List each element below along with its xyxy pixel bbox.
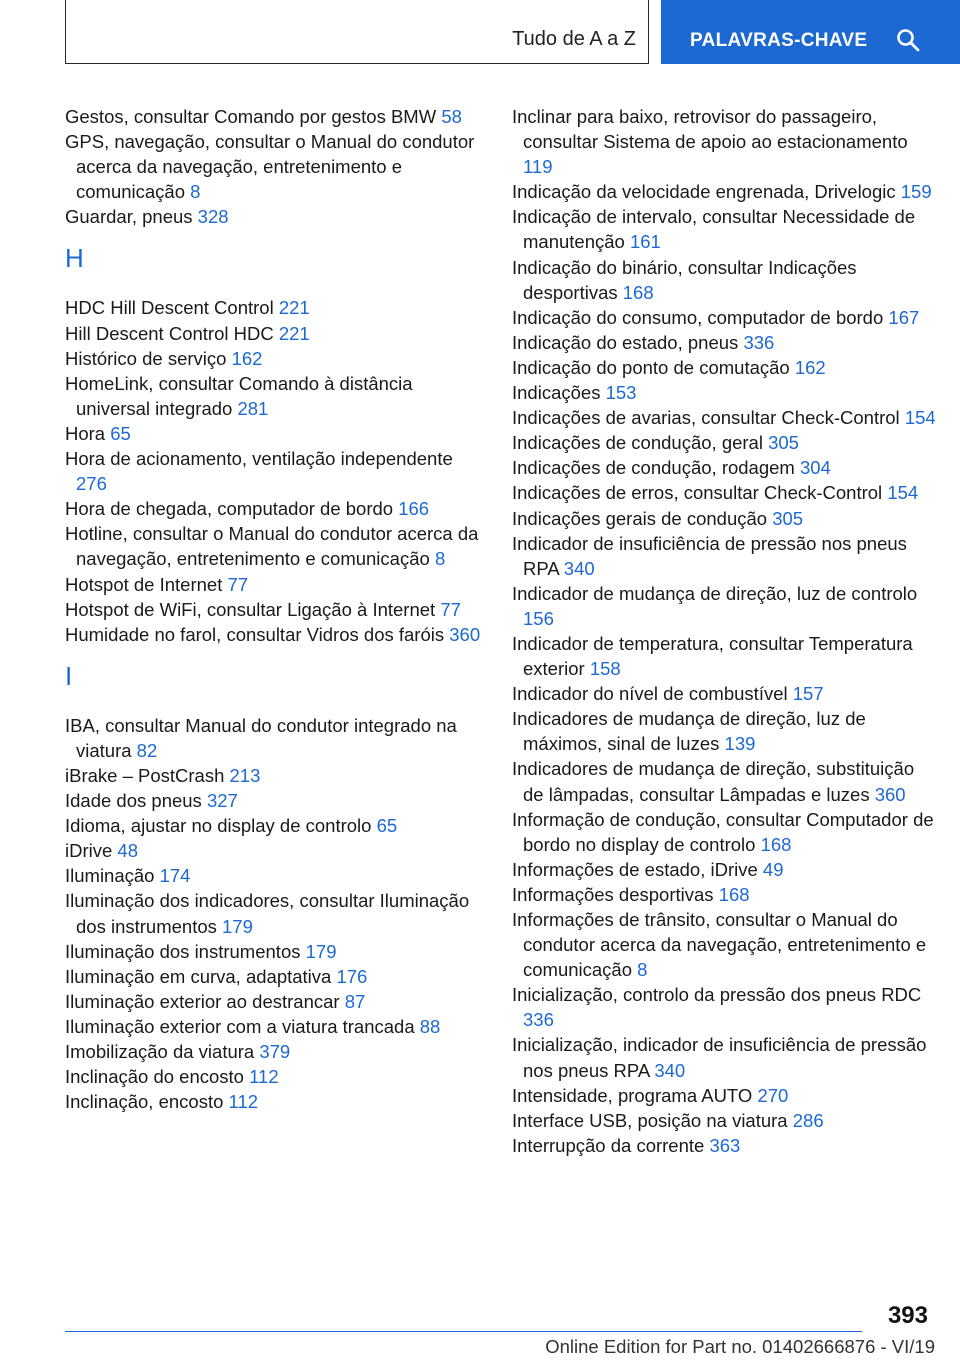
index-page-link[interactable]: 87 xyxy=(344,990,366,1012)
index-page-link[interactable]: 174 xyxy=(159,865,191,887)
index-page-link[interactable]: 162 xyxy=(231,347,263,369)
index-entry xyxy=(65,863,485,888)
index-page-link[interactable]: 48 xyxy=(117,840,138,862)
index-entry-text: Hora xyxy=(65,422,106,444)
footer-edition: Online Edition for Part no. 01402666876 - VI/19 xyxy=(545,1336,935,1357)
index-entry-text: Iluminação exterior ao destrancar xyxy=(65,990,340,1012)
index-entry xyxy=(512,104,936,179)
index-page-link[interactable]: 49 xyxy=(762,858,784,880)
index-entry-text: Imobilização da viatura xyxy=(65,1041,255,1062)
index-page-link[interactable]: 379 xyxy=(259,1041,291,1062)
index-page-link[interactable]: 154 xyxy=(904,407,936,429)
index-entry xyxy=(65,521,485,571)
index-entry-text: Idioma, ajustar no display de controlo xyxy=(65,815,372,837)
index-entry xyxy=(65,838,485,863)
index-entry-text: Hora de acionamento, ventilação independente xyxy=(65,448,453,470)
index-page-link[interactable]: 360 xyxy=(449,623,481,645)
index-entry-text: Indicações de condução, geral xyxy=(512,432,763,454)
index-page-link[interactable]: 168 xyxy=(760,833,792,855)
index-entry-text: Hotspot de WiFi, consultar Ligação à Internet xyxy=(65,598,436,620)
index-column-right xyxy=(512,104,936,1158)
tab-a-to-z-label: Tudo de A a Z xyxy=(512,28,636,50)
index-entry-text: Hotspot de Internet xyxy=(65,573,223,595)
index-page-link[interactable]: 168 xyxy=(718,883,750,905)
index-page-link[interactable]: 305 xyxy=(768,432,799,454)
index-page-link[interactable]: 340 xyxy=(563,557,595,579)
index-entry xyxy=(512,455,936,480)
index-entry-text: Inicialização, controlo da pressão dos pneus RDC xyxy=(512,984,922,1006)
index-entry xyxy=(512,330,936,355)
index-page-link[interactable]: 156 xyxy=(523,607,554,629)
index-page-link[interactable]: 158 xyxy=(589,658,621,680)
index-entry xyxy=(65,572,485,597)
index-entry xyxy=(512,1108,936,1133)
index-page-link[interactable]: 328 xyxy=(197,206,229,228)
index-entry-text: Iluminação dos indicadores, consultar Iluminação dos instrumentos xyxy=(65,890,470,937)
index-page-link[interactable]: 77 xyxy=(440,598,461,620)
index-entry xyxy=(512,807,936,857)
index-page-link[interactable]: 8 xyxy=(637,959,648,981)
index-entry xyxy=(512,1032,936,1082)
index-entry xyxy=(65,421,485,446)
index-entry-text: Iluminação exterior com a viatura trancada xyxy=(65,1015,415,1037)
page-number: 393 xyxy=(887,1302,928,1329)
index-entry xyxy=(65,989,485,1014)
index-entry-text: Iluminação dos instrumentos xyxy=(65,940,301,962)
index-entry xyxy=(512,430,936,455)
index-page-link[interactable]: 153 xyxy=(605,382,637,404)
index-page-link[interactable]: 213 xyxy=(229,764,261,786)
index-entry xyxy=(65,371,485,421)
index-entry xyxy=(65,446,485,496)
index-page-link[interactable]: 281 xyxy=(237,397,269,419)
index-entry-text: Informações desportivas xyxy=(512,883,714,905)
index-entry-text: iBrake – PostCrash xyxy=(65,764,225,786)
index-page-link[interactable]: 179 xyxy=(305,940,337,962)
index-section-letter: H xyxy=(65,243,84,274)
index-page-link[interactable]: 363 xyxy=(709,1134,741,1156)
index-entry xyxy=(65,346,485,371)
index-page-link[interactable]: 340 xyxy=(654,1059,686,1081)
index-page-link[interactable]: 82 xyxy=(136,739,158,761)
index-entry-text: IBA, consultar Manual do condutor integrado na viatura xyxy=(65,714,457,761)
index-page-link[interactable]: 157 xyxy=(792,683,824,705)
index-entry-text: Indicação de intervalo, consultar Necessidade de manutenção xyxy=(512,206,916,253)
index-page-link[interactable]: 8 xyxy=(190,181,201,203)
index-entry-text: Indicações gerais de condução xyxy=(512,507,768,529)
index-entry-text: Guardar, pneus xyxy=(65,206,193,228)
index-entry-text: Gestos, consultar Comando por gestos BMW xyxy=(65,106,437,127)
index-entry xyxy=(512,179,936,204)
index-entry xyxy=(512,405,936,430)
index-entry xyxy=(512,581,936,631)
index-entry xyxy=(512,756,936,806)
index-entry-text: Indicador do nível de combustível xyxy=(512,683,788,705)
index-page-link[interactable]: 88 xyxy=(419,1015,441,1037)
index-entry-text: Informações de estado, iDrive xyxy=(512,858,758,880)
index-entry xyxy=(512,305,936,330)
index-entry-text: Indicadores de mudança de direção, substituição de lâmpadas, consultar Lâmpadas e luzes xyxy=(512,758,915,805)
index-entry-text: Inclinação do encosto xyxy=(65,1066,244,1088)
index-entry xyxy=(512,681,936,706)
index-entry-text: Intensidade, programa AUTO xyxy=(512,1084,753,1106)
index-page-link[interactable]: 8 xyxy=(434,548,446,570)
index-entry xyxy=(512,204,936,254)
index-page-link[interactable]: 304 xyxy=(799,457,831,479)
index-entry-text: Interface USB, posição na viatura xyxy=(512,1109,788,1131)
index-entry-text: HomeLink, consultar Comando à distância universal integrado xyxy=(65,372,413,419)
index-entry-text: Inclinação, encosto xyxy=(65,1091,224,1113)
index-page-link[interactable]: 276 xyxy=(76,473,107,495)
index-page-link[interactable]: 159 xyxy=(900,181,932,203)
index-page-link[interactable]: 305 xyxy=(772,507,804,529)
index-page-link[interactable]: 168 xyxy=(622,281,654,303)
index-entry xyxy=(65,1064,485,1089)
index-entry xyxy=(65,597,485,622)
index-entry-text: Indicação do ponto de comutação xyxy=(512,356,790,378)
index-page-link[interactable]: 360 xyxy=(874,783,906,805)
index-entry-text: Idade dos pneus xyxy=(65,790,202,812)
index-page-link[interactable]: 179 xyxy=(222,915,253,937)
tab-a-to-z[interactable] xyxy=(65,0,649,64)
index-page-link[interactable]: 112 xyxy=(228,1091,259,1113)
index-entry-text: Indicador de insuficiência de pressão nos pneus RPA xyxy=(512,532,907,579)
index-entry xyxy=(512,882,936,907)
index-entry xyxy=(65,964,485,989)
index-entry xyxy=(65,1039,485,1064)
search-icon[interactable] xyxy=(896,28,920,52)
index-entry xyxy=(512,706,936,756)
index-page-link[interactable]: 336 xyxy=(743,331,775,353)
index-entry-text: Indicador de temperatura, consultar Temperatura exterior xyxy=(512,632,913,680)
index-entry-text: Histórico de serviço xyxy=(65,347,227,369)
index-entry xyxy=(65,496,485,521)
index-entry-text: iDrive xyxy=(65,840,113,862)
index-entry-text: Indicação do binário, consultar Indicações desportivas xyxy=(512,256,857,303)
index-page-link[interactable]: 119 xyxy=(523,156,553,178)
index-entry xyxy=(65,321,485,346)
index-section-letter: I xyxy=(65,660,73,691)
index-entry-text: HDC Hill Descent Control xyxy=(65,297,274,319)
index-entry xyxy=(512,907,936,982)
index-page-link[interactable]: 166 xyxy=(398,498,430,520)
index-entry xyxy=(65,939,485,964)
index-page-link[interactable]: 167 xyxy=(888,306,920,328)
index-entry xyxy=(512,255,936,305)
index-entry xyxy=(512,982,936,1032)
index-entry-text: Iluminação em curva, adaptativa xyxy=(65,965,332,987)
index-page-link[interactable]: 327 xyxy=(206,790,238,812)
index-entry xyxy=(512,631,936,681)
index-page-link[interactable]: 77 xyxy=(227,573,249,595)
index-entry xyxy=(512,531,936,581)
index-entry-text: GPS, navegação, consultar o Manual do condutor acerca da navegação, entretenimento e comunicação xyxy=(65,131,475,203)
index-page-link[interactable]: 221 xyxy=(278,322,310,344)
index-entry xyxy=(512,355,936,380)
footer-divider xyxy=(65,1331,862,1332)
index-entry xyxy=(65,813,485,838)
index-entry-text: Hotline, consultar o Manual do condutor acerca da navegação, entretenimento e comunicação xyxy=(65,523,479,570)
index-entry xyxy=(512,380,936,405)
index-entry-text: Hill Descent Control HDC xyxy=(65,322,274,344)
index-entry-text: Indicações de condução, rodagem xyxy=(512,457,795,479)
index-page-link[interactable]: 112 xyxy=(249,1066,279,1088)
index-entry xyxy=(65,713,485,763)
index-entry xyxy=(65,1089,485,1114)
index-entry-text: Indicação do estado, pneus xyxy=(512,331,739,353)
index-page-link[interactable]: 65 xyxy=(110,422,131,444)
index-page-link[interactable]: 336 xyxy=(523,1009,554,1031)
index-entry-text: Humidade no farol, consultar Vidros dos faróis xyxy=(65,623,445,645)
index-page-link[interactable]: 161 xyxy=(629,231,661,253)
index-page-link[interactable]: 139 xyxy=(724,733,756,755)
index-page-link[interactable]: 176 xyxy=(336,965,368,987)
index-entry-text: Iluminação xyxy=(65,865,155,887)
index-entry-text: Indicações de avarias, consultar Check-Control xyxy=(512,407,900,429)
top-navigation xyxy=(0,0,960,66)
index-entry-text: Indicação da velocidade engrenada, Drivelogic xyxy=(512,181,896,203)
index-entry xyxy=(65,295,485,320)
index-entry xyxy=(65,622,485,647)
index-entry-text: Interrupção da corrente xyxy=(512,1134,705,1156)
index-entry-text: Informações de trânsito, consultar o Manual do condutor acerca da navegação, entretenimento e comunicação xyxy=(512,909,927,981)
index-entry-text: Inclinar para baixo, retrovisor do passageiro, consultar Sistema de apoio ao estacionamento xyxy=(512,106,908,153)
index-entry-text: Indicadores de mudança de direção, luz de máximos, sinal de luzes xyxy=(512,708,866,755)
index-page-link[interactable]: 154 xyxy=(887,482,919,504)
index-entry xyxy=(65,1014,485,1039)
index-page-link[interactable]: 221 xyxy=(278,297,310,319)
index-entry xyxy=(512,1133,936,1158)
index-entry-text: Informação de condução, consultar Computador de bordo no display de controlo xyxy=(512,808,934,855)
index-entry xyxy=(65,104,485,129)
index-entry xyxy=(65,788,485,813)
index-page-link[interactable]: 286 xyxy=(792,1109,824,1131)
index-entry xyxy=(512,480,936,505)
index-page-link[interactable]: 65 xyxy=(376,815,398,837)
index-entry xyxy=(512,1083,936,1108)
index-column-left xyxy=(65,104,485,1114)
index-entry xyxy=(512,506,936,531)
index-page-link[interactable]: 58 xyxy=(441,106,462,127)
index-entry xyxy=(65,763,485,788)
index-entry-text: Indicador de mudança de direção, luz de controlo xyxy=(512,582,918,604)
index-entry xyxy=(512,857,936,882)
index-page-link[interactable]: 270 xyxy=(757,1084,789,1106)
index-entry-text: Inicialização, indicador de insuficiência de pressão nos pneus RPA xyxy=(512,1034,927,1081)
index-entry-text: Hora de chegada, computador de bordo xyxy=(65,498,394,520)
index-page-link[interactable]: 162 xyxy=(794,356,826,378)
index-entry xyxy=(65,888,485,938)
index-entry-text: Indicação do consumo, computador de bordo xyxy=(512,306,884,328)
index-entry-text: Indicações xyxy=(512,382,601,404)
tab-keywords-label: PALAVRAS-CHAVE xyxy=(690,30,868,51)
index-entry xyxy=(65,129,485,204)
index-entry xyxy=(65,204,485,229)
index-entry-text: Indicações de erros, consultar Check-Control xyxy=(512,482,883,504)
